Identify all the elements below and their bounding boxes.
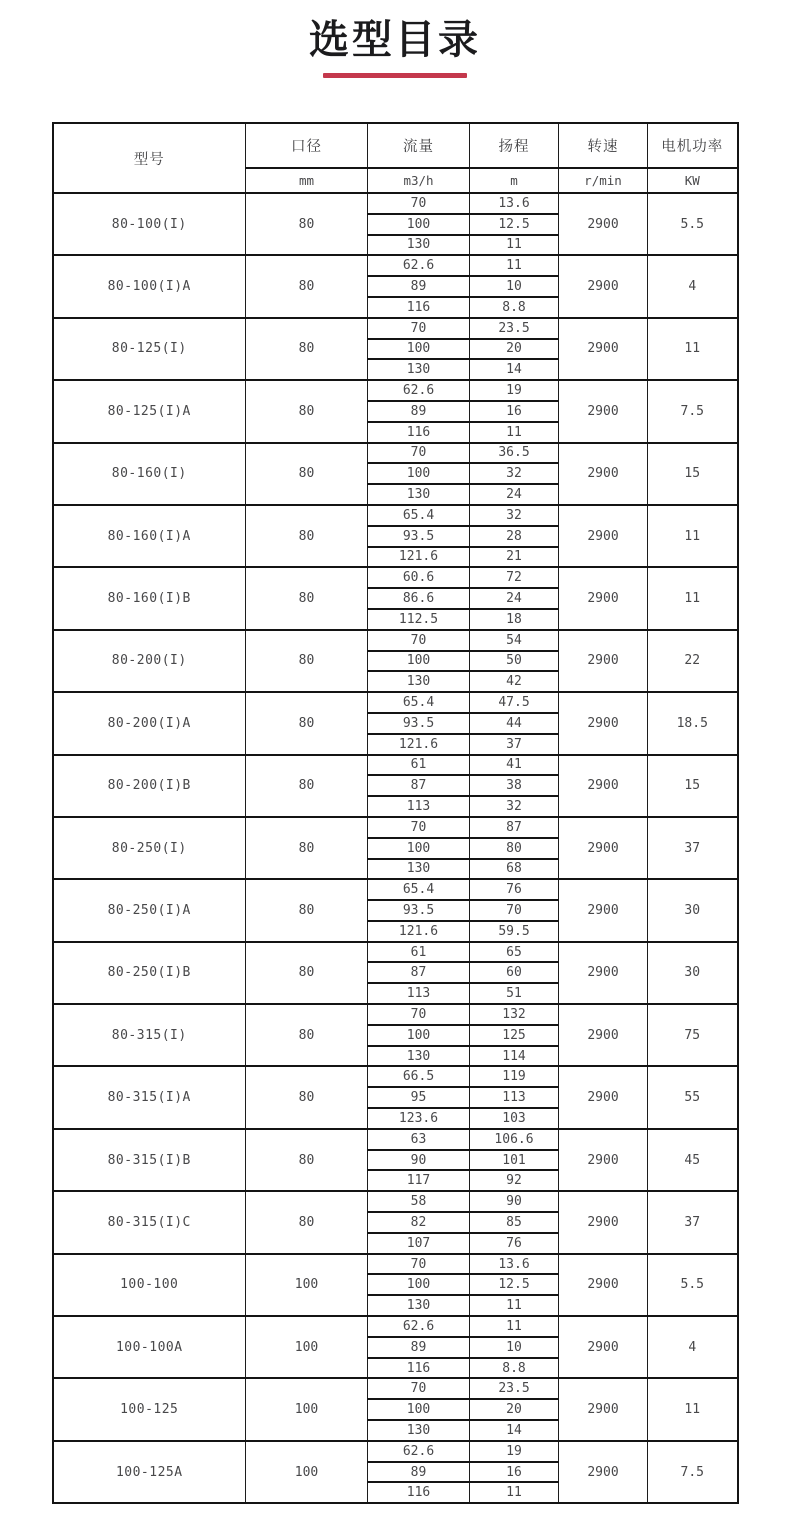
head-value: 14	[470, 359, 559, 380]
head-value: 24	[470, 588, 559, 609]
diameter-cell: 100	[246, 1378, 368, 1440]
model-cell: 80-200(I)B	[53, 755, 246, 817]
power-cell: 37	[648, 817, 738, 879]
model-cell: 80-200(I)A	[53, 692, 246, 754]
model-cell: 80-200(I)	[53, 630, 246, 692]
model-cell: 100-125	[53, 1378, 246, 1440]
flow-value: 82	[368, 1212, 470, 1233]
flow-value: 113	[368, 796, 470, 817]
diameter-cell: 80	[246, 255, 368, 317]
col-header-diameter: 口径	[246, 123, 368, 168]
diameter-cell: 80	[246, 942, 368, 1004]
head-value: 12.5	[470, 1274, 559, 1295]
head-value: 36.5	[470, 443, 559, 464]
head-value: 76	[470, 1233, 559, 1254]
head-value: 8.8	[470, 1358, 559, 1379]
head-value: 80	[470, 838, 559, 859]
head-value: 16	[470, 1462, 559, 1483]
flow-value: 130	[368, 484, 470, 505]
power-cell: 7.5	[648, 1441, 738, 1503]
flow-value: 130	[368, 671, 470, 692]
power-cell: 18.5	[648, 692, 738, 754]
diameter-cell: 100	[246, 1316, 368, 1378]
flow-value: 70	[368, 630, 470, 651]
flow-value: 130	[368, 1420, 470, 1441]
head-value: 50	[470, 651, 559, 672]
flow-value: 121.6	[368, 547, 470, 568]
table-row	[53, 505, 738, 526]
head-value: 32	[470, 505, 559, 526]
power-cell: 30	[648, 942, 738, 1004]
col-header-power: 电机功率	[648, 123, 738, 168]
model-cell: 80-125(I)	[53, 318, 246, 380]
model-cell: 100-100	[53, 1254, 246, 1316]
table-row	[53, 255, 738, 276]
head-value: 12.5	[470, 214, 559, 235]
diameter-cell: 80	[246, 1129, 368, 1191]
flow-value: 100	[368, 463, 470, 484]
head-value: 8.8	[470, 297, 559, 318]
power-cell: 22	[648, 630, 738, 692]
head-value: 119	[470, 1066, 559, 1087]
model-cell: 80-100(I)A	[53, 255, 246, 317]
flow-value: 62.6	[368, 1316, 470, 1337]
head-value: 59.5	[470, 921, 559, 942]
table-row	[53, 1004, 738, 1025]
model-cell: 80-250(I)	[53, 817, 246, 879]
flow-value: 116	[368, 422, 470, 443]
head-value: 13.6	[470, 193, 559, 214]
speed-cell: 2900	[559, 1066, 648, 1128]
flow-value: 117	[368, 1170, 470, 1191]
speed-cell: 2900	[559, 1316, 648, 1378]
head-value: 11	[470, 1295, 559, 1316]
head-value: 51	[470, 983, 559, 1004]
flow-value: 89	[368, 401, 470, 422]
head-value: 21	[470, 547, 559, 568]
model-cell: 80-315(I)B	[53, 1129, 246, 1191]
model-cell: 100-125A	[53, 1441, 246, 1503]
col-header-head: 扬程	[470, 123, 559, 168]
table-row	[53, 380, 738, 401]
head-value: 18	[470, 609, 559, 630]
flow-value: 130	[368, 359, 470, 380]
head-value: 13.6	[470, 1254, 559, 1275]
head-value: 11	[470, 235, 559, 256]
flow-value: 62.6	[368, 255, 470, 276]
head-value: 113	[470, 1087, 559, 1108]
head-value: 14	[470, 1420, 559, 1441]
unit-diameter: mm	[246, 168, 368, 193]
head-value: 72	[470, 567, 559, 588]
head-value: 92	[470, 1170, 559, 1191]
table-row	[53, 755, 738, 776]
speed-cell: 2900	[559, 380, 648, 442]
flow-value: 70	[368, 318, 470, 339]
diameter-cell: 80	[246, 193, 368, 255]
flow-value: 113	[368, 983, 470, 1004]
flow-value: 65.4	[368, 505, 470, 526]
flow-value: 95	[368, 1087, 470, 1108]
table-row	[53, 193, 738, 214]
power-cell: 11	[648, 567, 738, 629]
head-value: 32	[470, 796, 559, 817]
diameter-cell: 80	[246, 380, 368, 442]
head-value: 16	[470, 401, 559, 422]
flow-value: 87	[368, 775, 470, 796]
head-value: 101	[470, 1150, 559, 1171]
table-row	[53, 1441, 738, 1462]
model-cell: 100-100A	[53, 1316, 246, 1378]
head-value: 85	[470, 1212, 559, 1233]
table-row	[53, 443, 738, 464]
power-cell: 45	[648, 1129, 738, 1191]
power-cell: 4	[648, 1316, 738, 1378]
flow-value: 58	[368, 1191, 470, 1212]
head-value: 11	[470, 422, 559, 443]
table-row	[53, 1066, 738, 1087]
head-value: 23.5	[470, 318, 559, 339]
head-value: 20	[470, 339, 559, 360]
power-cell: 55	[648, 1066, 738, 1128]
flow-value: 93.5	[368, 713, 470, 734]
flow-value: 112.5	[368, 609, 470, 630]
flow-value: 70	[368, 1004, 470, 1025]
head-value: 42	[470, 671, 559, 692]
speed-cell: 2900	[559, 1441, 648, 1503]
head-value: 70	[470, 900, 559, 921]
flow-value: 61	[368, 755, 470, 776]
flow-value: 130	[368, 1046, 470, 1067]
speed-cell: 2900	[559, 942, 648, 1004]
speed-cell: 2900	[559, 755, 648, 817]
power-cell: 5.5	[648, 193, 738, 255]
unit-power: KW	[648, 168, 738, 193]
col-header-model: 型号	[53, 123, 246, 193]
flow-value: 60.6	[368, 567, 470, 588]
model-cell: 80-315(I)A	[53, 1066, 246, 1128]
diameter-cell: 80	[246, 817, 368, 879]
head-value: 68	[470, 859, 559, 880]
head-value: 132	[470, 1004, 559, 1025]
diameter-cell: 80	[246, 630, 368, 692]
head-value: 114	[470, 1046, 559, 1067]
diameter-cell: 80	[246, 1004, 368, 1066]
model-cell: 80-160(I)	[53, 443, 246, 505]
flow-value: 100	[368, 651, 470, 672]
flow-value: 70	[368, 817, 470, 838]
diameter-cell: 100	[246, 1254, 368, 1316]
head-value: 90	[470, 1191, 559, 1212]
flow-value: 123.6	[368, 1108, 470, 1129]
speed-cell: 2900	[559, 1004, 648, 1066]
head-value: 24	[470, 484, 559, 505]
table-row	[53, 1378, 738, 1399]
flow-value: 62.6	[368, 380, 470, 401]
speed-cell: 2900	[559, 567, 648, 629]
power-cell: 11	[648, 1378, 738, 1440]
diameter-cell: 80	[246, 1066, 368, 1128]
table-header	[53, 123, 738, 193]
diameter-cell: 80	[246, 567, 368, 629]
head-value: 11	[470, 255, 559, 276]
speed-cell: 2900	[559, 318, 648, 380]
flow-value: 107	[368, 1233, 470, 1254]
flow-value: 89	[368, 1462, 470, 1483]
table-row	[53, 630, 738, 651]
flow-value: 65.4	[368, 879, 470, 900]
model-cell: 80-160(I)A	[53, 505, 246, 567]
head-value: 11	[470, 1316, 559, 1337]
speed-cell: 2900	[559, 879, 648, 941]
table-row	[53, 318, 738, 339]
flow-value: 65.4	[368, 692, 470, 713]
speed-cell: 2900	[559, 630, 648, 692]
diameter-cell: 80	[246, 505, 368, 567]
head-value: 10	[470, 276, 559, 297]
flow-value: 70	[368, 443, 470, 464]
flow-value: 93.5	[368, 526, 470, 547]
speed-cell: 2900	[559, 505, 648, 567]
head-value: 38	[470, 775, 559, 796]
flow-value: 130	[368, 1295, 470, 1316]
flow-value: 100	[368, 1274, 470, 1295]
speed-cell: 2900	[559, 1378, 648, 1440]
model-cell: 80-315(I)C	[53, 1191, 246, 1253]
flow-value: 93.5	[368, 900, 470, 921]
flow-value: 89	[368, 1337, 470, 1358]
head-value: 10	[470, 1337, 559, 1358]
page-title: 选型目录	[309, 17, 481, 63]
table-row	[53, 1191, 738, 1212]
diameter-cell: 100	[246, 1441, 368, 1503]
flow-value: 100	[368, 339, 470, 360]
head-value: 65	[470, 942, 559, 963]
speed-cell: 2900	[559, 817, 648, 879]
head-value: 60	[470, 962, 559, 983]
head-value: 103	[470, 1108, 559, 1129]
unit-flow: m3/h	[368, 168, 470, 193]
power-cell: 11	[648, 505, 738, 567]
power-cell: 30	[648, 879, 738, 941]
head-value: 47.5	[470, 692, 559, 713]
speed-cell: 2900	[559, 443, 648, 505]
flow-value: 100	[368, 214, 470, 235]
speed-cell: 2900	[559, 1254, 648, 1316]
model-cell: 80-125(I)A	[53, 380, 246, 442]
col-header-flow: 流量	[368, 123, 470, 168]
selection-table	[52, 122, 739, 1504]
table-row	[53, 1316, 738, 1337]
head-value: 41	[470, 755, 559, 776]
table-row	[53, 817, 738, 838]
head-value: 106.6	[470, 1129, 559, 1150]
head-value: 28	[470, 526, 559, 547]
flow-value: 116	[368, 1482, 470, 1503]
speed-cell: 2900	[559, 1191, 648, 1253]
head-value: 20	[470, 1399, 559, 1420]
flow-value: 130	[368, 235, 470, 256]
head-value: 23.5	[470, 1378, 559, 1399]
flow-value: 62.6	[368, 1441, 470, 1462]
flow-value: 70	[368, 1378, 470, 1399]
model-cell: 80-315(I)	[53, 1004, 246, 1066]
model-cell: 80-250(I)B	[53, 942, 246, 1004]
model-cell: 80-100(I)	[53, 193, 246, 255]
col-header-speed: 转速	[559, 123, 648, 168]
power-cell: 37	[648, 1191, 738, 1253]
head-value: 19	[470, 1441, 559, 1462]
flow-value: 121.6	[368, 921, 470, 942]
flow-value: 100	[368, 1025, 470, 1046]
diameter-cell: 80	[246, 318, 368, 380]
unit-speed: r/min	[559, 168, 648, 193]
flow-value: 100	[368, 1399, 470, 1420]
table-row	[53, 1129, 738, 1150]
speed-cell: 2900	[559, 255, 648, 317]
head-value: 54	[470, 630, 559, 651]
head-value: 19	[470, 380, 559, 401]
flow-value: 100	[368, 838, 470, 859]
diameter-cell: 80	[246, 1191, 368, 1253]
model-cell: 80-250(I)A	[53, 879, 246, 941]
diameter-cell: 80	[246, 879, 368, 941]
power-cell: 7.5	[648, 380, 738, 442]
head-value: 125	[470, 1025, 559, 1046]
unit-head: m	[470, 168, 559, 193]
head-value: 37	[470, 734, 559, 755]
flow-value: 130	[368, 859, 470, 880]
power-cell: 75	[648, 1004, 738, 1066]
table-row	[53, 1254, 738, 1275]
speed-cell: 2900	[559, 1129, 648, 1191]
table-row	[53, 879, 738, 900]
head-value: 44	[470, 713, 559, 734]
speed-cell: 2900	[559, 692, 648, 754]
table-row	[53, 692, 738, 713]
flow-value: 63	[368, 1129, 470, 1150]
flow-value: 70	[368, 1254, 470, 1275]
head-value: 11	[470, 1482, 559, 1503]
power-cell: 5.5	[648, 1254, 738, 1316]
title-underline-bar	[323, 73, 467, 78]
diameter-cell: 80	[246, 755, 368, 817]
head-value: 76	[470, 879, 559, 900]
flow-value: 121.6	[368, 734, 470, 755]
power-cell: 15	[648, 755, 738, 817]
model-cell: 80-160(I)B	[53, 567, 246, 629]
flow-value: 87	[368, 962, 470, 983]
power-cell: 11	[648, 318, 738, 380]
flow-value: 70	[368, 193, 470, 214]
flow-value: 90	[368, 1150, 470, 1171]
flow-value: 86.6	[368, 588, 470, 609]
power-cell: 15	[648, 443, 738, 505]
flow-value: 116	[368, 297, 470, 318]
speed-cell: 2900	[559, 193, 648, 255]
power-cell: 4	[648, 255, 738, 317]
table-row	[53, 567, 738, 588]
flow-value: 116	[368, 1358, 470, 1379]
flow-value: 61	[368, 942, 470, 963]
head-value: 32	[470, 463, 559, 484]
table-body	[53, 193, 738, 1503]
diameter-cell: 80	[246, 443, 368, 505]
diameter-cell: 80	[246, 692, 368, 754]
table-row	[53, 942, 738, 963]
flow-value: 89	[368, 276, 470, 297]
head-value: 87	[470, 817, 559, 838]
flow-value: 66.5	[368, 1066, 470, 1087]
